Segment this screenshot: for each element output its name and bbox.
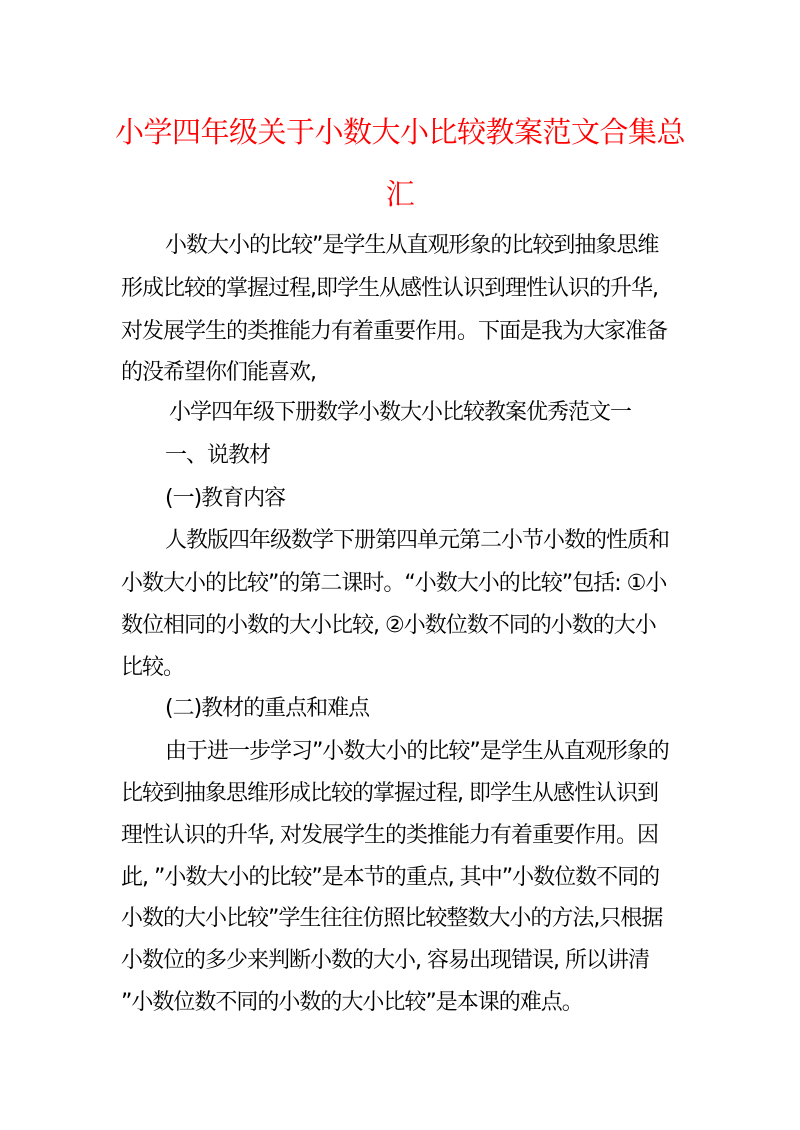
intro-line-1: 小数大小的比较”是学生从直观形象的比较到抽象思维 bbox=[165, 233, 659, 258]
section-title: 小学四年级下册数学小数大小比较教案优秀范文一 bbox=[168, 400, 631, 425]
paragraph-2-line-7: ”小数位数不同的小数的大小比较”是本课的难点。 bbox=[121, 990, 583, 1015]
intro-line-2: 形成比较的掌握过程,即学生从感性认识到理性认识的升华, bbox=[121, 276, 658, 301]
intro-line-4: 的没希望你们能喜欢, bbox=[121, 360, 316, 385]
paragraph-2-line-1: 由于进一步学习”小数大小的比较”是学生从直观形象的 bbox=[165, 739, 669, 764]
paragraph-2-line-5: 小数的大小比较”学生往往仿照比较整数大小的方法,只根据 bbox=[121, 906, 663, 931]
paragraph-2-line-2: 比较到抽象思维形成比较的掌握过程, 即学生从感性认识到 bbox=[121, 781, 658, 806]
paragraph-2-line-4: 此, ”小数大小的比较”是本节的重点, 其中”小数位数不同的 bbox=[121, 865, 660, 890]
paragraph-1-line-4: 比较。 bbox=[121, 655, 185, 680]
intro-line-3: 对发展学生的类推能力有着重要作用。下面是我为大家准备 bbox=[121, 319, 668, 344]
document-title-line-1: 小学四年级关于小数大小比较教案范文合集总 bbox=[114, 115, 685, 149]
subheading-education-content: (一)教育内容 bbox=[165, 486, 286, 511]
paragraph-2-line-6: 小数位的多少来判断小数的大小, 容易出现错误, 所以讲清 bbox=[121, 948, 649, 973]
document-title-line-2: 汇 bbox=[385, 177, 415, 211]
paragraph-1-line-1: 人教版四年级数学下册第四单元第二小节小数的性质和 bbox=[165, 528, 670, 553]
paragraph-1-line-2: 小数大小的比较”的第二课时。“小数大小的比较”包括: ①小 bbox=[121, 571, 667, 596]
paragraph-2-line-3: 理性认识的升华, 对发展学生的类推能力有着重要作用。因 bbox=[121, 823, 658, 848]
subheading-key-points: (二)教材的重点和难点 bbox=[165, 696, 370, 721]
heading-explain-material: 一、说教材 bbox=[165, 443, 271, 468]
paragraph-1-line-3: 数位相同的小数的大小比较, ②小数位数不同的小数的大小 bbox=[121, 613, 656, 638]
